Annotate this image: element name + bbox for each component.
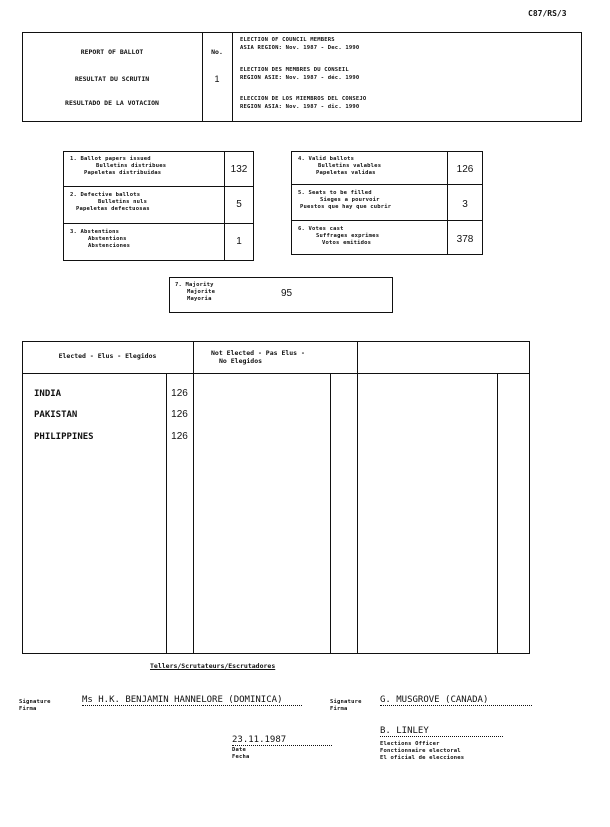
election-title-en: ELECTION OF COUNCIL MEMBERS [240, 37, 335, 43]
officer-name: B. LINLEY [380, 726, 503, 737]
signature-label-2: Signature Firma [330, 699, 362, 712]
stat-defective-value: 5 [236, 199, 242, 210]
number-label: No. [211, 48, 223, 56]
report-title-en: REPORT OF BALLOT [80, 48, 144, 56]
election-period-fr: REGION ASIE: Nov. 1987 - déc. 1990 [240, 75, 360, 81]
report-title-es: RESULTADO DE LA VOTACION [65, 99, 159, 107]
election-period-en: ASIA REGION: Nov. 1987 - Dec. 1990 [240, 45, 360, 51]
number-value: 1 [214, 74, 220, 84]
elected-votes-1: 126 [171, 388, 188, 399]
elected-country-1: INDIA [34, 389, 62, 399]
teller-signature-2: G. MUSGROVE (CANADA) [380, 695, 532, 706]
stat-ballots-issued-value: 132 [230, 164, 248, 175]
elected-country-2: PAKISTAN [34, 410, 78, 420]
tellers-label: Tellers/Scrutateurs/Escrutadores [150, 662, 276, 670]
elected-header: Elected - Elus - Elegidos [58, 352, 157, 360]
teller-signature-1: Ms H.K. BENJAMIN HANNELORE (DOMINICA) [82, 695, 302, 706]
date-value: 23.11.1987 [232, 735, 332, 746]
stat-defective-label: 2. Defective ballots Bulletins nuls Papeletas defectuosas [70, 192, 150, 212]
stat-abstentions-value: 1 [236, 236, 242, 247]
election-title-fr: ELECTION DES MEMBRES DU CONSEIL [240, 67, 349, 73]
elected-votes-3: 126 [171, 431, 188, 442]
majority-label: 7. Majority Majorite Mayoria [175, 282, 216, 302]
stat-abstentions-label: 3. Abstentions Abstentions Abstenciones [70, 229, 131, 249]
results-table [22, 341, 530, 654]
date-label: Date Fecha [232, 747, 250, 760]
stat-ballots-issued-label: 1. Ballot papers issued Bulletins distribues Papeletas distribuidas [70, 156, 167, 176]
not-elected-header: Not Elected - Pas Elus - No Elegidos [211, 349, 305, 365]
report-title-fr: RESULTAT DU SCRUTIN [74, 75, 150, 83]
stat-seats-value: 3 [462, 199, 468, 210]
elected-country-3: PHILIPPINES [34, 432, 94, 442]
elected-votes-2: 126 [171, 409, 188, 420]
stat-seats-label: 5. Seats to be filled Sieges a pourvoir Puestos que hay que cubrir [298, 190, 392, 210]
document-reference: C87/RS/3 [528, 9, 567, 18]
stat-valid-value: 126 [456, 164, 474, 175]
election-period-es: REGION ASIA: Nov. 1987 - dic. 1990 [240, 104, 360, 110]
stat-votes-cast-value: 378 [456, 234, 474, 245]
election-title-es: ELECCION DE LOS MIEMBROS DEL CONSEJO [240, 96, 367, 102]
stat-votes-cast-label: 6. Votes cast Suffrages exprimes Votos emitidos [298, 226, 380, 246]
signature-label-1: Signature Firma [19, 699, 51, 712]
majority-value: 95 [281, 288, 293, 299]
officer-title: Elections Officer Fonctionnaire electoral El oficial de elecciones [380, 741, 465, 761]
stat-valid-label: 4. Valid ballots Bulletins valables Papeletas validas [298, 156, 382, 176]
